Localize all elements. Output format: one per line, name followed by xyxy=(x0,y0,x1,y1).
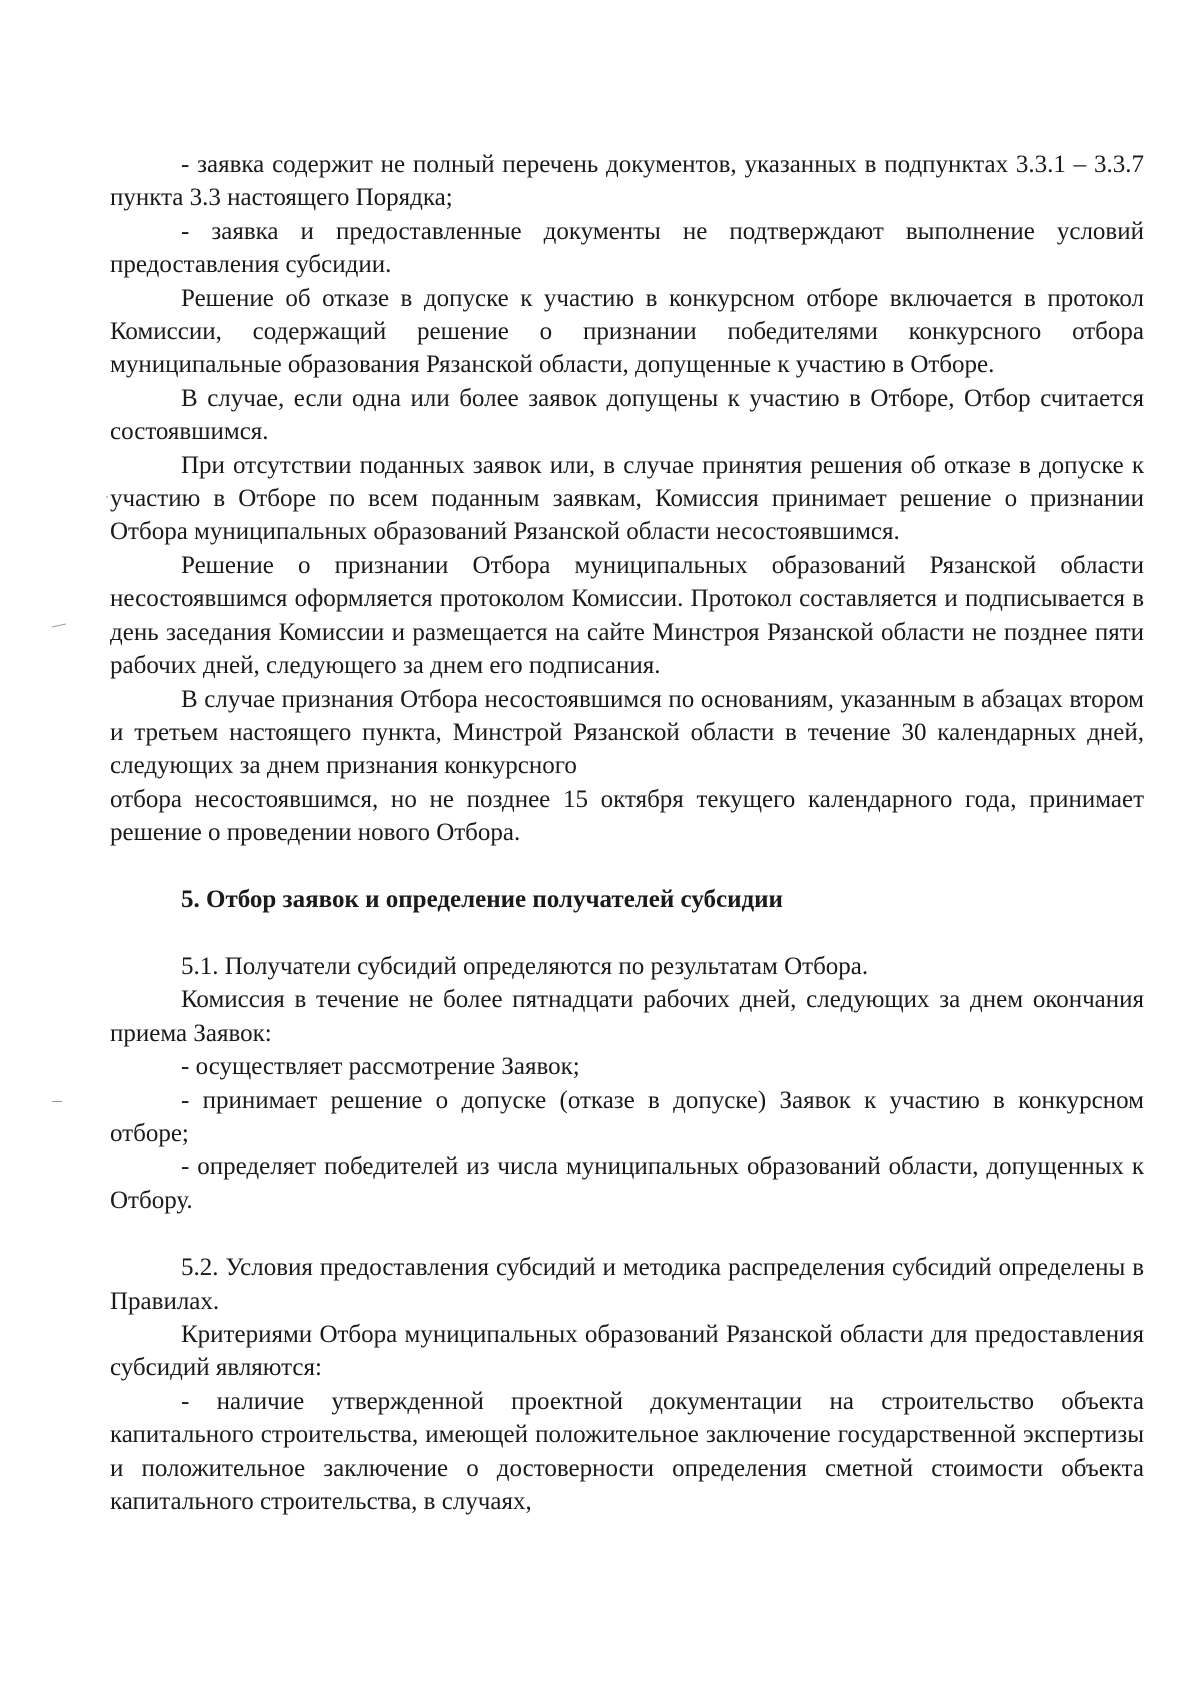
paragraph: При отсутствии поданных заявок или, в случае принятия решения об отказе в допуске к участию в Отборе по всем поданным заявкам, Комиссия принимает решение о признании Отбора муниципальных образований Рязанской области несостоявшимся. xyxy=(110,451,1144,546)
list-item: - наличие утвержденной проектной документации на строительство объекта капитального строительства, имеющей положительное заключение государственной экспертизы и положительное заключение о достоверности определения сметной стоимости объекта капитального строительства, в случаях, xyxy=(110,1387,1144,1516)
document-body xyxy=(110,148,1144,1518)
paragraph: В случае признания Отбора несостоявшимся по основаниям, указанным в абзацах втором и третьем настоящего пункта, Минстрой Рязанской области в течение 30 календарных дней, следующих за днем признания конкурсного xyxy=(110,685,1144,780)
margin-mark xyxy=(52,624,66,628)
paragraph: Решение о признании Отбора муниципальных образований Рязанской области несостоявшимся оформляется протоколом Комиссии. Протокол составляется и подписывается в день заседания Комиссии и размещается на сайте Минстроя Рязанской области не позднее пяти рабочих дней, следующего за днем его подписания. xyxy=(110,551,1144,680)
margin-mark xyxy=(52,1101,62,1102)
list-item: - определяет победителей из числа муниципальных образований области, допущенных к Отбору. xyxy=(110,1153,1144,1214)
section-heading: 5. Отбор заявок и определение получателей субсидии xyxy=(181,885,783,913)
paragraph-continuation: отбора несостоявшимся, но не позднее 15 октября текущего календарного года, принимает решение о проведении нового Отбора. xyxy=(110,785,1144,847)
paragraph: 5.1. Получатели субсидий определяются по результатам Отбора. xyxy=(181,952,869,980)
spacer xyxy=(110,850,1144,883)
spacer xyxy=(110,916,1144,950)
paragraph: Критериями Отбора муниципальных образований Рязанской области для предоставления субсидий являются: xyxy=(110,1321,1144,1382)
spacer xyxy=(110,1217,1144,1251)
paragraph: - заявка содержит не полный перечень документов, указанных в подпунктах 3.3.1 – 3.3.7 пункта 3.3 настоящего Порядка; xyxy=(110,151,1144,212)
paragraph: Решение об отказе в допуске к участию в конкурсном отборе включается в протокол Комиссии, содержащий решение о признании победителями конкурсного отбора муниципальные образования Рязанской области, допущенные к участию в Отборе. xyxy=(110,284,1144,379)
paragraph: Комиссия в течение не более пятнадцати рабочих дней, следующих за днем окончания приема Заявок: xyxy=(110,986,1144,1047)
paragraph: 5.2. Условия предоставления субсидий и методика распределения субсидий определены в Правилах. xyxy=(110,1254,1144,1315)
list-item: - принимает решение о допуске (отказе в допуске) Заявок к участию в конкурсном отборе; xyxy=(110,1086,1144,1147)
list-item: - осуществляет рассмотрение Заявок; xyxy=(181,1053,580,1081)
paragraph: - заявка и предоставленные документы не подтверждают выполнение условий предоставления субсидии. xyxy=(110,217,1144,279)
paragraph: В случае, если одна или более заявок допущены к участию в Отборе, Отбор считается состоявшимся. xyxy=(110,384,1144,446)
scan-speck xyxy=(106,496,108,498)
